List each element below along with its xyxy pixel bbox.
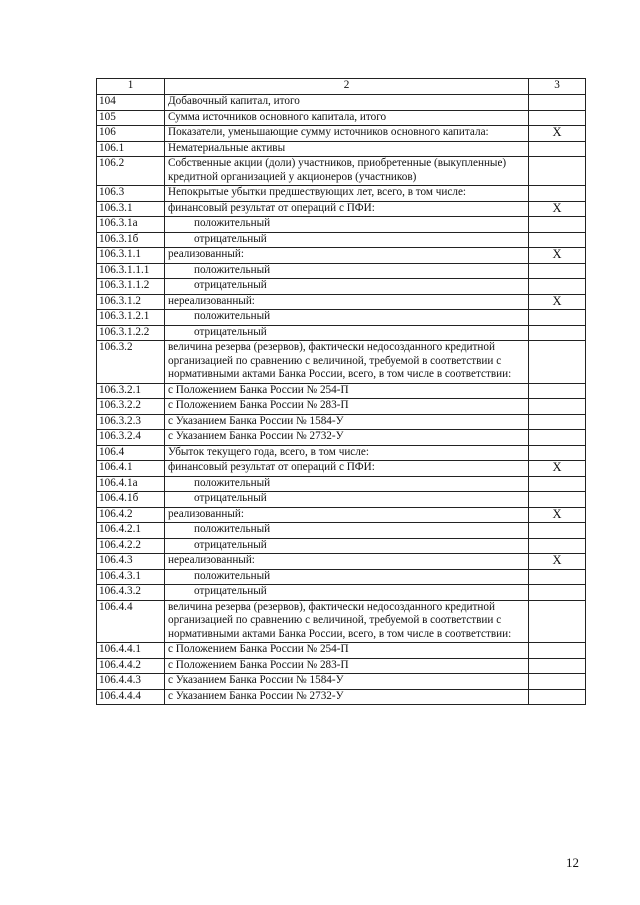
row-flag-cell (529, 674, 586, 690)
row-description-cell: Собственные акции (доли) участников, приобретенные (выкупленные) кредитной организацией у акционеров (участников) (165, 157, 529, 186)
row-code-cell: 106.3.1.1 (97, 248, 165, 264)
row-code-cell: 106.3 (97, 186, 165, 202)
row-code-cell: 106.3.2.4 (97, 430, 165, 446)
row-description-cell: положительный (165, 310, 529, 326)
row-flag-cell (529, 186, 586, 202)
column-header-flag: 3 (529, 79, 586, 95)
row-code-cell: 106.4.1б (97, 492, 165, 508)
row-description-cell: Убыток текущего года, всего, в том числе: (165, 445, 529, 461)
row-flag-cell (529, 263, 586, 279)
row-code-cell: 105 (97, 110, 165, 126)
row-description-cell: Показатели, уменьшающие сумму источников основного капитала: (165, 126, 529, 142)
table-row (97, 232, 586, 248)
table-row (97, 248, 586, 264)
table-row (97, 310, 586, 326)
row-description-cell: положительный (165, 217, 529, 233)
table-row (97, 461, 586, 477)
table-row (97, 201, 586, 217)
page-number: 12 (566, 855, 579, 870)
row-code-cell: 106.3.2.3 (97, 414, 165, 430)
table-row (97, 325, 586, 341)
table-row (97, 141, 586, 157)
table-row (97, 643, 586, 659)
row-code-cell: 106.3.1.2 (97, 294, 165, 310)
row-flag-cell (529, 658, 586, 674)
table-row (97, 383, 586, 399)
table-row (97, 492, 586, 508)
row-description-cell: реализованный: (165, 507, 529, 523)
row-flag-cell (529, 689, 586, 705)
row-description-cell: с Указанием Банка России № 2732-У (165, 689, 529, 705)
table-row (97, 263, 586, 279)
table-body (97, 95, 586, 705)
row-flag-cell: X (529, 461, 586, 477)
table-row (97, 399, 586, 415)
row-flag-cell (529, 95, 586, 111)
row-flag-cell (529, 310, 586, 326)
table-row (97, 414, 586, 430)
row-description-cell: положительный (165, 569, 529, 585)
table-row (97, 294, 586, 310)
table-row (97, 186, 586, 202)
row-description-cell: с Указанием Банка России № 1584-У (165, 414, 529, 430)
row-description-cell: финансовый результат от операций с ПФИ: (165, 461, 529, 477)
row-flag-cell: X (529, 248, 586, 264)
row-flag-cell (529, 217, 586, 233)
row-description-cell: отрицательный (165, 232, 529, 248)
row-code-cell: 106.3.1.2.1 (97, 310, 165, 326)
row-description-cell: отрицательный (165, 325, 529, 341)
table-row (97, 279, 586, 295)
row-flag-cell: X (529, 126, 586, 142)
row-description-cell: положительный (165, 523, 529, 539)
row-code-cell: 106.3.1.1.2 (97, 279, 165, 295)
row-flag-cell (529, 585, 586, 601)
row-flag-cell: X (529, 507, 586, 523)
row-flag-cell (529, 600, 586, 643)
row-description-cell: нереализованный: (165, 294, 529, 310)
row-flag-cell (529, 279, 586, 295)
row-flag-cell (529, 383, 586, 399)
row-flag-cell (529, 141, 586, 157)
table-row (97, 126, 586, 142)
row-code-cell: 106.4.2.2 (97, 538, 165, 554)
row-code-cell: 106.4.2 (97, 507, 165, 523)
table-row (97, 600, 586, 643)
table-row (97, 689, 586, 705)
row-flag-cell (529, 414, 586, 430)
row-flag-cell (529, 569, 586, 585)
row-code-cell: 104 (97, 95, 165, 111)
indicators-table (96, 78, 586, 705)
row-code-cell: 106.3.1.2.2 (97, 325, 165, 341)
row-description-cell: Сумма источников основного капитала, итого (165, 110, 529, 126)
table-row (97, 157, 586, 186)
table-row (97, 507, 586, 523)
row-code-cell: 106.4.3 (97, 554, 165, 570)
row-code-cell: 106.3.1б (97, 232, 165, 248)
row-code-cell: 106.3.1 (97, 201, 165, 217)
table-row (97, 341, 586, 384)
row-code-cell: 106.1 (97, 141, 165, 157)
row-code-cell: 106.4.4.3 (97, 674, 165, 690)
row-description-cell: Добавочный капитал, итого (165, 95, 529, 111)
row-flag-cell (529, 476, 586, 492)
row-description-cell: с Указанием Банка России № 2732-У (165, 430, 529, 446)
row-code-cell: 106.3.2 (97, 341, 165, 384)
row-flag-cell: X (529, 201, 586, 217)
row-description-cell: величина резерва (резервов), фактически недосозданного кредитной организацией по сравнению с величиной, требуемой в соответствии с нормативными актами Банка России, всего, в том числе в соответствии: (165, 341, 529, 384)
row-description-cell: с Указанием Банка России № 1584-У (165, 674, 529, 690)
row-description-cell: нереализованный: (165, 554, 529, 570)
table-row (97, 445, 586, 461)
table-row (97, 476, 586, 492)
table-row (97, 523, 586, 539)
row-code-cell: 106.4 (97, 445, 165, 461)
column-header-code: 1 (97, 79, 165, 95)
row-flag-cell (529, 232, 586, 248)
row-description-cell: отрицательный (165, 538, 529, 554)
row-description-cell: с Положением Банка России № 283-П (165, 658, 529, 674)
row-flag-cell (529, 643, 586, 659)
row-description-cell: финансовый результат от операций с ПФИ: (165, 201, 529, 217)
row-code-cell: 106.4.1а (97, 476, 165, 492)
row-flag-cell (529, 445, 586, 461)
table-row (97, 110, 586, 126)
column-header-description: 2 (165, 79, 529, 95)
row-code-cell: 106.3.1а (97, 217, 165, 233)
row-description-cell: отрицательный (165, 585, 529, 601)
table-row (97, 585, 586, 601)
table-row (97, 95, 586, 111)
row-description-cell: с Положением Банка России № 254-П (165, 643, 529, 659)
table-row (97, 217, 586, 233)
table-row (97, 674, 586, 690)
table-row (97, 538, 586, 554)
row-flag-cell (529, 538, 586, 554)
row-flag-cell (529, 341, 586, 384)
table-row (97, 658, 586, 674)
row-code-cell: 106.4.4.1 (97, 643, 165, 659)
row-description-cell: Непокрытые убытки предшествующих лет, всего, в том числе: (165, 186, 529, 202)
row-code-cell: 106.4.3.1 (97, 569, 165, 585)
row-code-cell: 106.2 (97, 157, 165, 186)
row-code-cell: 106.4.1 (97, 461, 165, 477)
row-code-cell: 106.4.3.2 (97, 585, 165, 601)
row-description-cell: положительный (165, 263, 529, 279)
row-code-cell: 106.4.4 (97, 600, 165, 643)
row-flag-cell (529, 325, 586, 341)
table-header-row (97, 79, 586, 95)
row-code-cell: 106.4.4.2 (97, 658, 165, 674)
row-description-cell: отрицательный (165, 492, 529, 508)
row-flag-cell (529, 399, 586, 415)
row-code-cell: 106.3.2.2 (97, 399, 165, 415)
row-flag-cell (529, 492, 586, 508)
row-description-cell: с Положением Банка России № 254-П (165, 383, 529, 399)
row-description-cell: Нематериальные активы (165, 141, 529, 157)
row-code-cell: 106.3.2.1 (97, 383, 165, 399)
row-flag-cell (529, 110, 586, 126)
table-row (97, 554, 586, 570)
row-description-cell: с Положением Банка России № 283-П (165, 399, 529, 415)
row-flag-cell (529, 523, 586, 539)
row-description-cell: реализованный: (165, 248, 529, 264)
row-description-cell: отрицательный (165, 279, 529, 295)
row-flag-cell (529, 430, 586, 446)
row-code-cell: 106 (97, 126, 165, 142)
row-flag-cell: X (529, 554, 586, 570)
row-code-cell: 106.4.2.1 (97, 523, 165, 539)
table-row (97, 569, 586, 585)
row-description-cell: величина резерва (резервов), фактически недосозданного кредитной организацией по сравнению с величиной, требуемой в соответствии с нормативными актами Банка России, всего, в том числе в соответствии: (165, 600, 529, 643)
table-row (97, 430, 586, 446)
row-flag-cell: X (529, 294, 586, 310)
row-flag-cell (529, 157, 586, 186)
row-description-cell: положительный (165, 476, 529, 492)
row-code-cell: 106.3.1.1.1 (97, 263, 165, 279)
row-code-cell: 106.4.4.4 (97, 689, 165, 705)
